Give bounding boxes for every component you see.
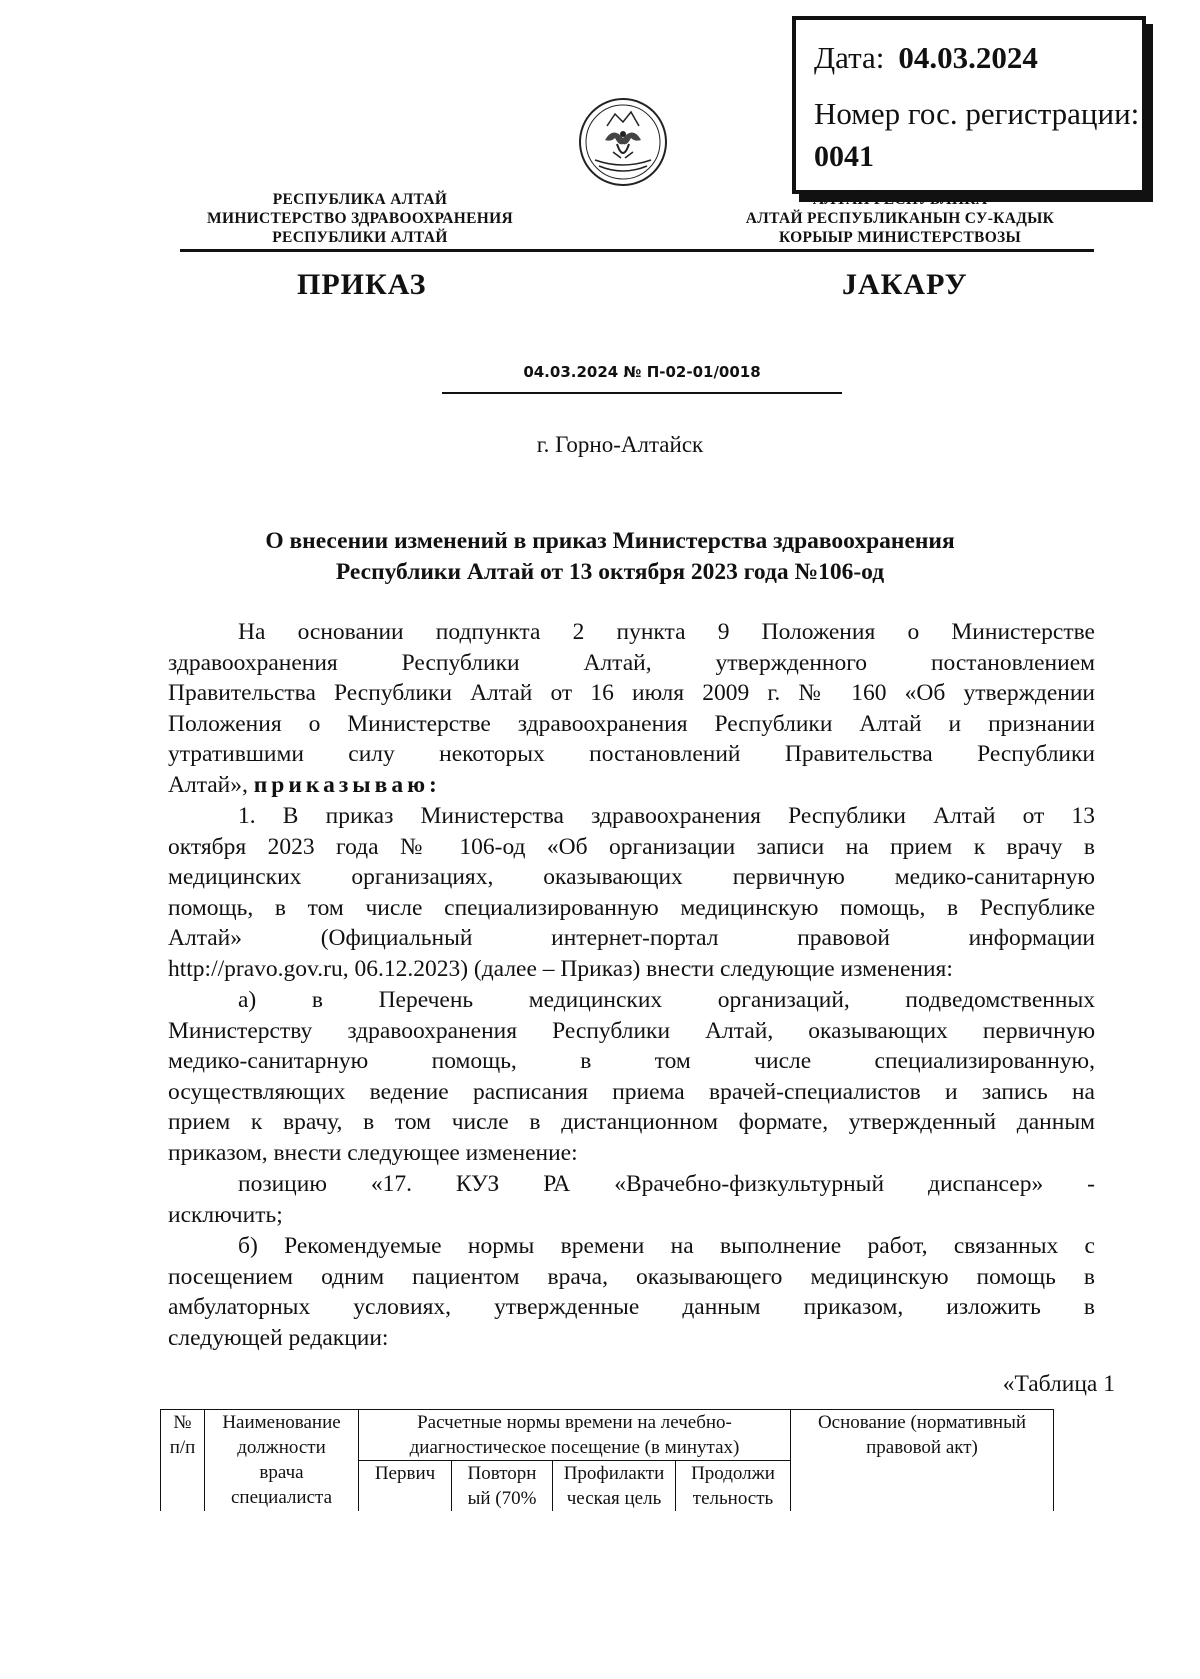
registration-number-label: Номер гос. регистрации: xyxy=(814,96,1140,131)
header-cell-basis xyxy=(791,1410,1054,1512)
cell-line: Первич xyxy=(374,1463,436,1484)
cell-line: Расчетные нормы времени на лечебно- xyxy=(417,1412,732,1433)
document-title xyxy=(150,526,1070,588)
altai-republic-emblem-icon xyxy=(577,96,669,188)
text-fragment: Алтай», xyxy=(168,771,248,798)
ministry-header-ru xyxy=(180,190,540,247)
text-line: позицию «17. КУЗ РА «Врачебно-физкультурный диспансер» - xyxy=(238,1171,1095,1197)
cell-line: п/п xyxy=(169,1437,196,1458)
order-number-underline xyxy=(442,392,842,394)
subheader-cell-prevention xyxy=(553,1461,676,1512)
registration-date xyxy=(814,40,1038,76)
title-line: О внесении изменений в приказ Министерства здравоохранения xyxy=(265,528,955,554)
cell-line: должности xyxy=(237,1437,326,1458)
header-line: АЛТАЙ РЕСПУБЛИКАНЫН СУ-КАДЫК xyxy=(745,210,1055,227)
text-line: осуществляющих ведение расписания приема врачей-специалистов и запись на xyxy=(168,1078,1095,1105)
cell-line: специалиста xyxy=(230,1487,333,1508)
cell-line: врача xyxy=(259,1462,304,1483)
header-line: КОРЫЫР МИНИСТЕРСТВОЗЫ xyxy=(778,229,1022,246)
title-line: Республики Алтай от 13 октября 2023 года №106-од xyxy=(335,559,885,585)
header-line: МИНИСТЕРСТВО ЗДРАВООХРАНЕНИЯ xyxy=(207,210,513,227)
text-line: помощь, в том числе специализированную медицинскую помощь, в Республике xyxy=(168,894,1095,921)
subheader-cell-repeat xyxy=(452,1461,553,1512)
text-line: медико-санитарную помощь, в том числе специализированную, xyxy=(168,1048,1095,1074)
paragraph-item-1 xyxy=(168,801,1095,984)
text-line: следующей редакции: xyxy=(168,1324,389,1351)
cell-line: диагностическое посещение (в минутах) xyxy=(409,1437,740,1458)
text-line xyxy=(168,770,1095,801)
header-cell-norms xyxy=(359,1410,791,1461)
paragraph-position xyxy=(168,1169,1095,1230)
registration-date-value: 04.03.2024 xyxy=(898,40,1038,75)
header-line: АЛТАЙ РЕСПУБЛИКА xyxy=(812,191,988,208)
paragraph-basis xyxy=(168,617,1095,800)
cell-line: Наименование xyxy=(222,1412,341,1433)
header-line: РЕСПУБЛИКИ АЛТАЙ xyxy=(272,229,448,246)
registration-stamp xyxy=(792,16,1146,194)
subheader-cell-primary xyxy=(359,1461,452,1512)
text-line: 1. В приказ Министерства здравоохранения Республики Алтай от 13 xyxy=(238,803,1095,829)
ministry-header-alt xyxy=(720,190,1080,247)
registration-date-label: Дата: xyxy=(814,40,885,75)
text-line: амбулаторных условиях, утвержденные данным приказом, изложить в xyxy=(168,1294,1095,1320)
header-line: РЕСПУБЛИКА АЛТАЙ xyxy=(272,191,448,208)
text-line: а) в Перечень медицинских организаций, подведомственных xyxy=(238,987,1095,1013)
cell-line: тельность xyxy=(692,1488,774,1509)
order-word-alt: ЈАКАРУ xyxy=(842,268,968,301)
text-line: На основании подпункта 2 пункта 9 Положения о Министерстве xyxy=(238,619,1095,645)
text-line: медицинских организациях, оказывающих первичную медико-санитарную xyxy=(168,864,1095,890)
decree-word: приказываю: xyxy=(253,771,441,798)
table-caption: «Таблица 1 xyxy=(1002,1371,1115,1397)
text-line: Положения о Министерстве здравоохранения Республики Алтай и признании xyxy=(168,710,1095,737)
paragraph-item-b xyxy=(168,1231,1095,1353)
text-line: октября 2023 года № 106-од «Об организации записи на прием к врачу в xyxy=(168,833,1095,860)
cell-line: Профилакти xyxy=(563,1463,665,1484)
paragraph-item-a xyxy=(168,985,1095,1168)
cell-line: ческая цель xyxy=(566,1488,662,1509)
text-line: http://pravo.gov.ru, 06.12.2023) (далее – Приказ) внести следующие изменения: xyxy=(168,955,953,982)
table-header-row xyxy=(161,1410,1054,1461)
city: г. Горно-Алтайск xyxy=(536,432,704,457)
text-line: исключить; xyxy=(168,1201,283,1228)
text-line: прием к врачу, в том числе в дистанционном формате, утвержденный данным xyxy=(168,1109,1095,1135)
registration-number-value: 0041 xyxy=(814,140,874,173)
cell-line: Продолжи xyxy=(691,1463,775,1484)
text-line: Алтай» (Официальный интернет-портал правовой информации xyxy=(168,925,1095,951)
cell-line: Основание (нормативный xyxy=(817,1412,1027,1433)
text-line: Правительства Республики Алтай от 16 июля 2009 г. № 160 «Об утверждении xyxy=(168,680,1095,706)
header-cell-position xyxy=(205,1410,359,1512)
subheader-cell-duration xyxy=(676,1461,791,1512)
cell-line: № xyxy=(173,1412,192,1433)
cell-line: Повторн xyxy=(467,1463,537,1484)
text-line: посещением одним пациентом врача, оказывающего медицинскую помощь в xyxy=(168,1263,1095,1290)
cell-line: ый (70% xyxy=(467,1488,537,1509)
header-cell-number xyxy=(161,1410,205,1512)
order-date-number: 04.03.2024 № П-02-01/0018 xyxy=(523,363,761,381)
text-line: здравоохранения Республики Алтай, утвержденного постановлением xyxy=(168,649,1095,676)
text-line: приказом, внести следующее изменение: xyxy=(168,1139,578,1166)
norms-table xyxy=(160,1409,1054,1511)
order-word-ru: ПРИКАЗ xyxy=(297,268,427,301)
header-divider xyxy=(180,249,1094,252)
cell-line: правовой акт) xyxy=(866,1437,978,1458)
text-line: утратившими силу некоторых постановлений Правительства Республики xyxy=(168,741,1095,767)
text-line: Министерству здравоохранения Республики Алтай, оказывающих первичную xyxy=(168,1017,1095,1044)
text-line: б) Рекомендуемые нормы времени на выполнение работ, связанных с xyxy=(238,1233,1095,1259)
